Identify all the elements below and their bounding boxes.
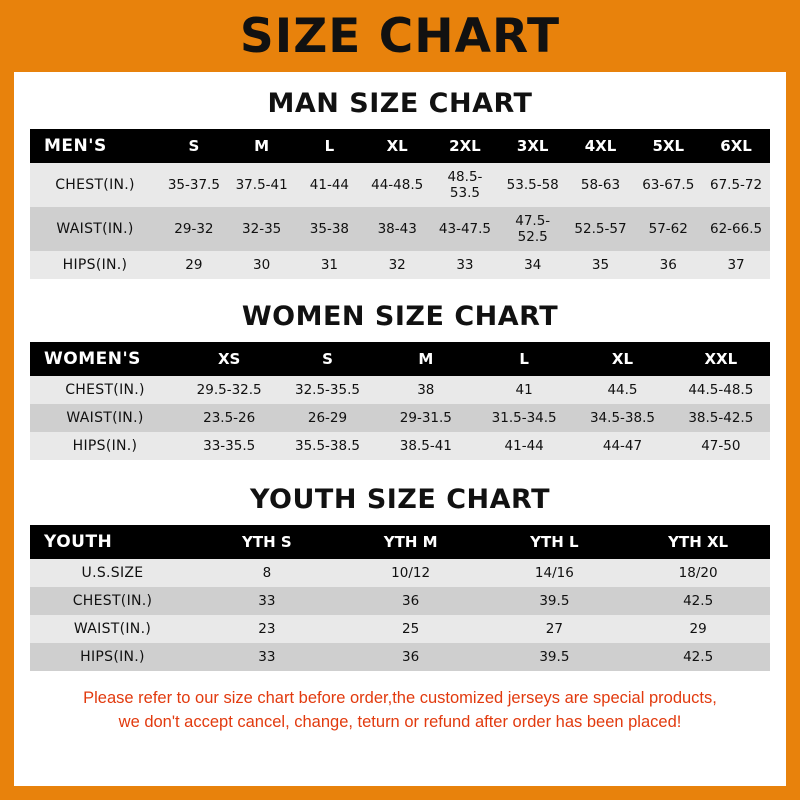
table-cell: 23 [258,621,276,637]
table-cell: 36 [402,593,420,609]
column-header: L [324,137,335,155]
table-cell: 38-43 [377,221,417,237]
table-row [30,643,770,671]
table-cell: 14/16 [534,565,574,581]
women-corner-label: WOMEN'S [44,349,141,369]
table-cell: 47-50 [701,438,741,454]
table-cell: 35-38 [309,221,350,237]
table-cell: 38.5-42.5 [688,410,754,426]
men-section-title: MAN SIZE CHART [267,88,533,119]
column-header: XL [611,350,634,368]
table-cell: 47.5-52.5 [515,213,551,245]
table-cell: 27 [545,621,563,637]
table-cell: 29.5-32.5 [196,382,262,398]
column-header: 3XL [516,137,549,155]
column-header: S [188,137,200,155]
row-label: WAIST(IN.) [56,221,134,237]
table-cell: 18/20 [678,565,718,581]
row-label: WAIST(IN.) [73,621,152,637]
column-header: 6XL [720,137,752,155]
table-cell: 29-31.5 [399,410,452,426]
table-row [30,251,770,279]
table-cell: 67.5-72 [710,177,763,193]
row-label: CHEST(IN.) [65,382,145,398]
row-label: U.S.SIZE [81,565,144,581]
table-cell: 35 [591,257,610,273]
table-cell: 44.5 [607,382,638,398]
table-row [30,615,770,643]
table-header-row [30,525,770,559]
men-corner-label: MEN'S [44,136,107,156]
table-cell: 33-35.5 [203,438,256,454]
row-label: HIPS(IN.) [62,257,128,273]
table-row [30,432,770,460]
column-header: YTH M [383,533,438,551]
table-cell: 33 [258,593,276,609]
table-cell: 10/12 [391,565,431,581]
content [14,88,786,735]
column-header: L [519,350,529,368]
women-section-title: WOMEN SIZE CHART [241,301,559,332]
table-cell: 42.5 [683,649,714,665]
youth-section-title: YOUTH SIZE CHART [249,484,551,515]
column-header: 5XL [652,137,685,155]
table-cell: 38.5-41 [399,438,452,454]
table-cell: 41-44 [504,438,544,454]
table-row [30,587,770,615]
table-cell: 32 [388,257,406,273]
table-cell: 32-35 [242,221,282,237]
table-cell: 42.5 [683,593,714,609]
table-cell: 31.5-34.5 [491,410,557,426]
table-cell: 23.5-26 [203,410,256,426]
header-band [0,0,800,72]
table-cell: 34 [524,257,542,273]
table-cell: 34.5-38.5 [589,410,655,426]
column-header: XL [386,137,408,155]
column-header: YTH XL [668,533,729,551]
table-cell: 29-32 [174,221,214,237]
column-header: XXL [704,350,738,368]
column-header: M [254,137,270,155]
table-cell: 35-37.5 [167,177,220,193]
table-row [30,207,770,251]
table-row [30,376,770,404]
row-label: HIPS(IN.) [80,649,145,665]
column-header: S [322,350,333,368]
table-cell: 33 [258,649,276,665]
footer-band [0,786,800,800]
table-cell: 37 [727,257,745,273]
youth-size-table [30,525,770,671]
page-title: SIZE CHART [239,8,561,64]
footer-note-line-1: Please refer to our size chart before order,the customized jerseys are special products, [83,689,717,707]
column-header: XS [217,350,241,368]
table-cell: 38 [417,382,435,398]
column-header: YTH S [242,533,292,551]
table-cell: 58-63 [580,177,621,193]
table-cell: 31 [320,257,338,273]
table-cell: 37.5-41 [235,177,288,193]
table-cell: 33 [456,257,474,273]
women-size-table [30,342,770,460]
table-cell: 39.5 [539,649,570,665]
table-cell: 25 [402,621,420,637]
table-cell: 32.5-35.5 [294,382,360,398]
table-cell: 36 [402,649,420,665]
table-cell: 29 [689,621,707,637]
table-cell: 63-67.5 [642,177,695,193]
table-cell: 35.5-38.5 [294,438,360,454]
men-size-table [30,129,770,279]
table-cell: 44-48.5 [371,177,424,193]
table-cell: 43-47.5 [438,221,491,237]
table-cell: 36 [659,257,677,273]
table-cell: 62-66.5 [710,221,763,237]
table-cell: 44.5-48.5 [688,382,754,398]
column-header: 4XL [584,137,617,155]
table-row [30,559,770,587]
table-cell: 8 [262,565,272,581]
footer-note [42,687,758,735]
table-cell: 29 [185,257,203,273]
table-header-row [30,129,770,163]
column-header: YTH L [530,533,579,551]
table-cell: 48.5-53.5 [447,169,483,201]
table-cell: 41 [515,382,533,398]
table-cell: 53.5-58 [506,177,559,193]
table-cell: 44-47 [602,438,643,454]
youth-corner-label: YOUTH [44,532,113,552]
table-cell: 26-29 [307,410,348,426]
row-label: HIPS(IN.) [72,438,138,454]
table-row [30,163,770,207]
table-cell: 52.5-57 [574,221,627,237]
table-header-row [30,342,770,376]
table-cell: 39.5 [539,593,570,609]
row-label: CHEST(IN.) [72,593,153,609]
table-cell: 41-44 [309,177,350,193]
table-cell: 30 [253,257,271,273]
row-label: WAIST(IN.) [66,410,144,426]
table-cell: 57-62 [648,221,688,237]
footer-note-line-2: we don't accept cancel, change, teturn or refund after order has been placed! [118,712,682,731]
row-label: CHEST(IN.) [55,177,135,193]
column-header: 2XL [449,137,481,155]
table-row [30,404,770,432]
column-header: M [418,350,434,368]
